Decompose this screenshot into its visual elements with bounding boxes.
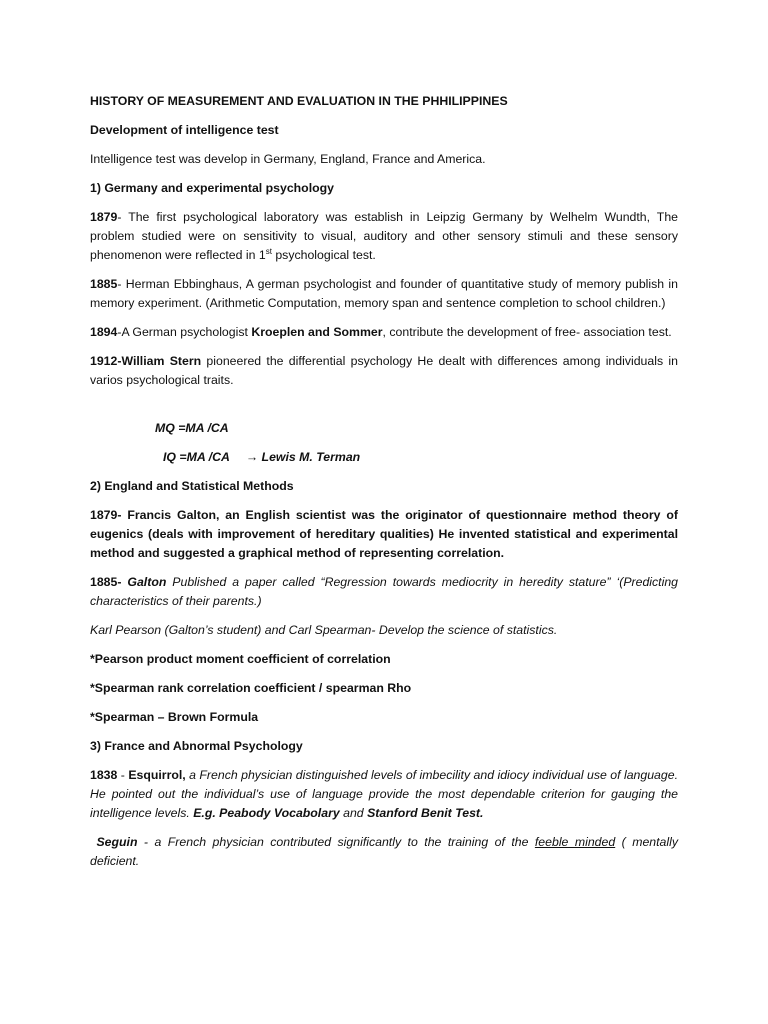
year-label: 1885 <box>90 277 118 291</box>
paragraph-text-end: ( mentally deficient. <box>90 835 678 868</box>
paragraph-text: pioneered the differential psychology He dealt with differences among individuals in varios psychological traits. <box>90 354 678 387</box>
and-text: and <box>339 806 368 820</box>
section-heading-france: 3) France and Abnormal Psychology <box>90 739 303 753</box>
paragraph-1879-galton <box>90 506 678 563</box>
example-peabody: E.g. Peabody Vocabolary <box>193 806 340 820</box>
example-stanford: Stanford Benit Test. <box>367 806 484 820</box>
year-label: 1894 <box>90 325 118 339</box>
bullet-spearman-brown: *Spearman – Brown Formula <box>90 710 259 724</box>
paragraph-1894-kroeplen <box>90 323 678 342</box>
formula-mq: MQ =MA /CA <box>155 421 229 435</box>
underlined-term: feeble minded <box>534 835 616 849</box>
name-bold: Esquirrol, <box>128 768 186 782</box>
paragraph-text-bold: - Francis Galton, an English scientist was the originator of questionnaire method theory of eugenics (deals with improvement of hereditary qualities) He invented statistical and experimental method and suggested a graphical method of representing correlation. <box>90 508 678 560</box>
paragraph-text-end: psychological test. <box>271 248 376 262</box>
paragraph-1885-galton <box>90 573 678 611</box>
year-label: 1879 <box>90 210 118 224</box>
name-bold-italic: Galton <box>127 575 167 589</box>
formula-iq-text: IQ =MA /CA <box>163 450 230 464</box>
document-title: HISTORY OF MEASUREMENT AND EVALUATION IN THE PHHILIPPINES <box>90 94 508 108</box>
dash: - <box>117 575 128 589</box>
intro-paragraph: Intelligence test was develop in Germany, England, France and America. <box>90 152 486 166</box>
dash: - <box>117 768 129 782</box>
paragraph-1838-esquirrol <box>90 766 678 823</box>
year-label: 1879 <box>90 508 118 522</box>
superscript: st <box>265 246 272 256</box>
section-heading-england: 2) England and Statistical Methods <box>90 479 294 493</box>
arrow-terman: → Lewis M. Terman <box>245 450 361 464</box>
section-heading-germany: 1) Germany and experimental psychology <box>90 181 334 195</box>
bullet-pearson: *Pearson product moment coefficient of correlation <box>90 652 391 666</box>
name-bold: -William Stern <box>117 354 202 368</box>
paragraph-text: - Herman Ebbinghaus, A german psychologist and founder of quantitative study of memory publish in memory experiment. (Arithmetic Computation, memory span and sentence completion to school children.) <box>90 277 678 310</box>
name-bold: Kroeplen and Sommer <box>251 325 383 339</box>
paragraph-1912-stern <box>90 352 678 390</box>
document-page <box>90 92 678 881</box>
paragraph-text-italic: Published a paper called “Regression towards mediocrity in heredity stature” ‘(Predicting characteristics of their parents.) <box>90 575 678 608</box>
paragraph-1879-wundt <box>90 208 678 265</box>
paragraph-seguin <box>90 833 678 871</box>
paragraph-text: -A German psychologist <box>117 325 252 339</box>
paragraph-text-italic: - a French physician contributed significantly to the training of the <box>137 835 535 849</box>
formula-iq <box>163 448 678 467</box>
paragraph-1885-ebbinghaus <box>90 275 678 313</box>
year-label: 1885 <box>90 575 118 589</box>
paragraph-text: - The first psychological laboratory was establish in Leipzig Germany by Welhelm Wundth, The problem studied were on sensitivity to visual, auditory and other sensory stimuli and these sensory phenomenon were reflected in 1 <box>90 210 678 262</box>
year-label: 1838 <box>90 768 118 782</box>
paragraph-text-end: , contribute the development of free- association test. <box>382 325 672 339</box>
name-bold: Seguin <box>96 835 138 849</box>
document-subtitle: Development of intelligence test <box>90 123 279 137</box>
paragraph-text-italic: a French physician distinguished levels of imbecility and idiocy individual use of language. He pointed out the individual’s use of language provide the most dependable criterion for gauging the intelligence levels. <box>90 768 678 820</box>
bullet-spearman-rho: *Spearman rank correlation coefficient / spearman Rho <box>90 681 412 695</box>
paragraph-pearson-spearman: Karl Pearson (Galton’s student) and Carl Spearman- Develop the science of statistics. <box>90 623 558 637</box>
year-label: 1912 <box>90 354 118 368</box>
